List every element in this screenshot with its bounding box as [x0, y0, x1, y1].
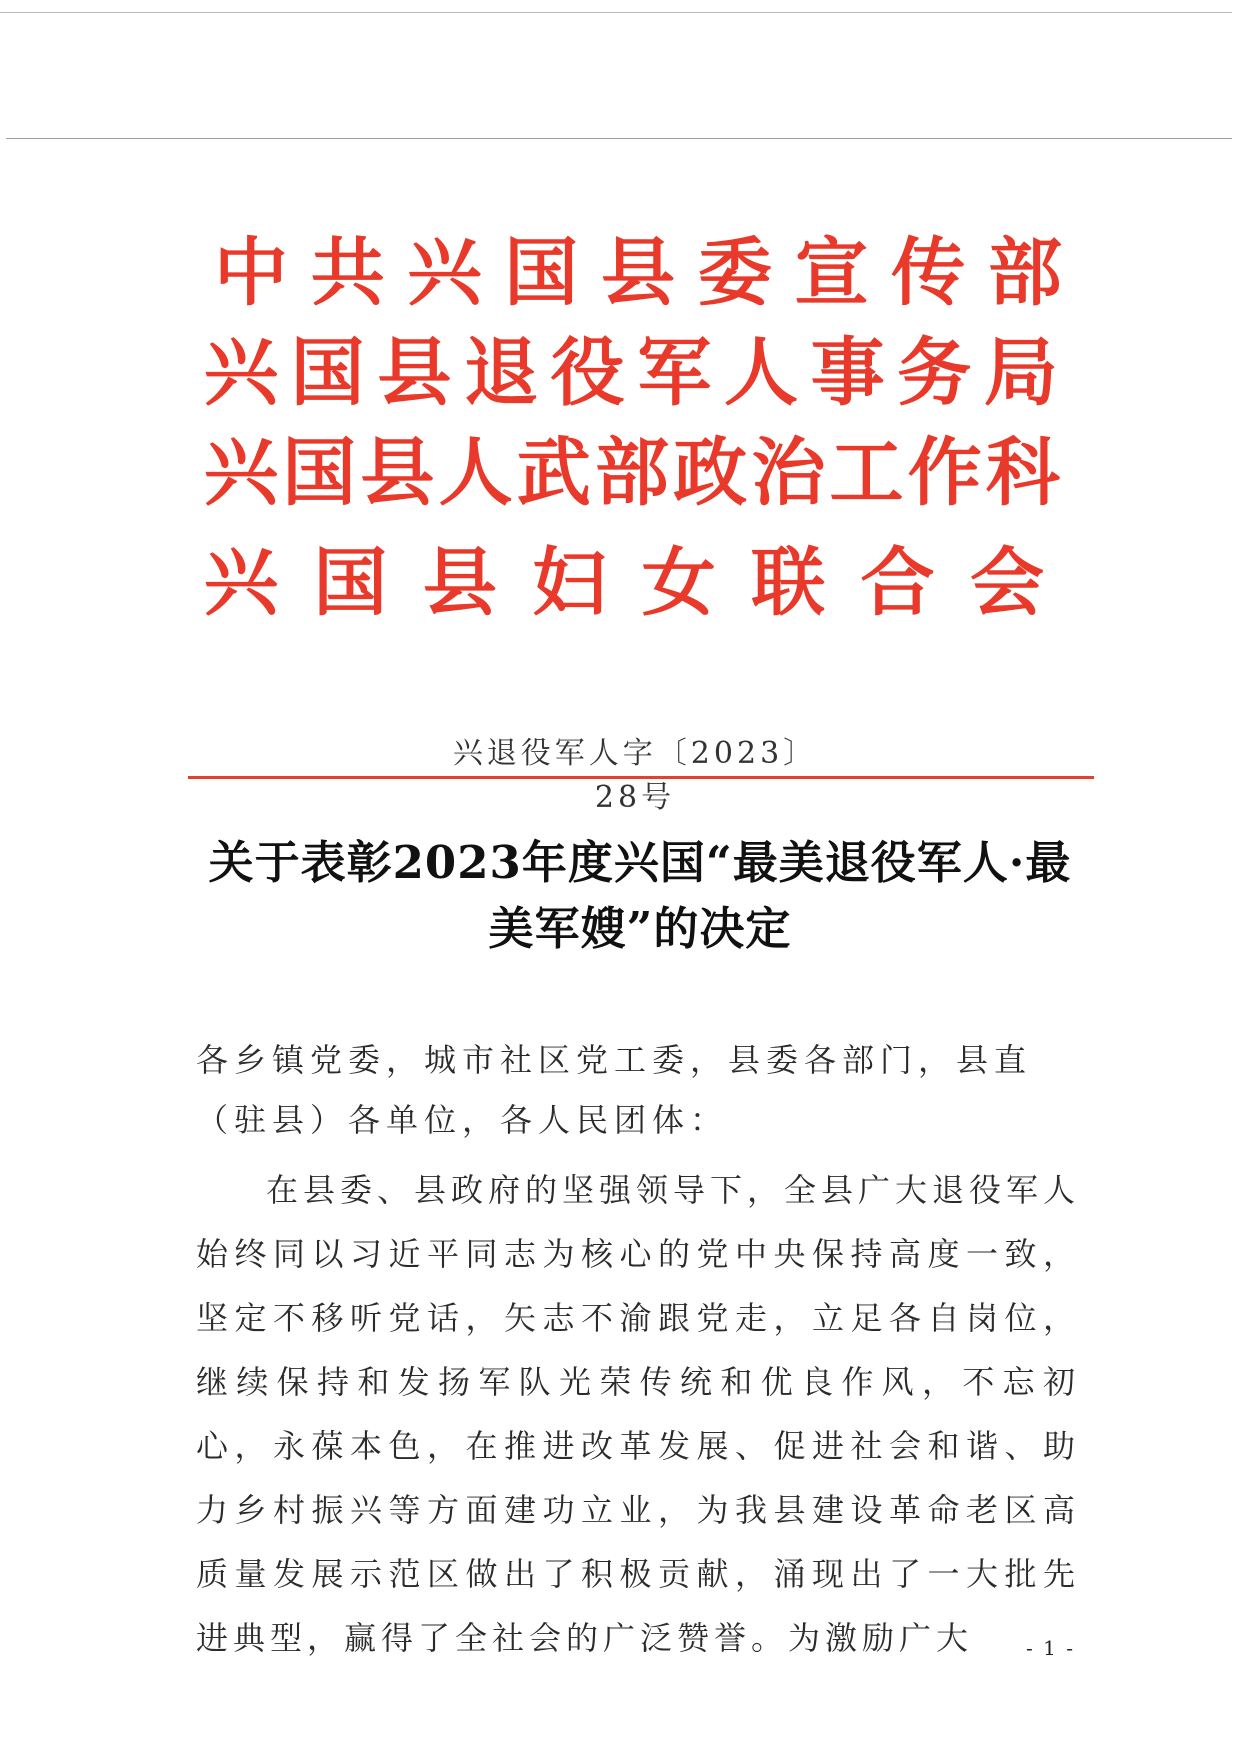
issuer-char: 国 — [313, 540, 388, 626]
issuer-char: 事 — [810, 330, 885, 416]
scan-border-line — [6, 138, 1232, 139]
issuer-char: 国 — [290, 330, 365, 416]
issuer-line-3 — [204, 430, 1060, 516]
issuer-char: 县 — [377, 330, 452, 416]
issuer-char: 兴 — [204, 540, 278, 626]
issuer-char: 局 — [983, 330, 1058, 416]
issuer-char: 合 — [860, 540, 935, 626]
issuer-line-2 — [204, 330, 1058, 416]
addressee-text: 各乡镇党委，城市社区党工委，县委各部门，县直（驻县）各单位，各人民团体： — [196, 1041, 1033, 1139]
issuer-char: 兴 — [204, 330, 278, 416]
document-number: 兴退役军人字〔2023〕28号 — [452, 736, 818, 815]
issuer-char: 县 — [601, 230, 675, 316]
issuer-char: 部 — [988, 230, 1062, 316]
issuer-char: 人 — [723, 330, 798, 416]
issuer-char: 科 — [985, 430, 1060, 516]
scan-border-top — [0, 12, 1232, 13]
issuer-char: 传 — [891, 230, 966, 316]
issuer-char: 县 — [360, 430, 435, 516]
issuer-char: 宣 — [794, 230, 869, 316]
issuer-char: 委 — [697, 230, 772, 316]
issuer-char: 国 — [504, 230, 579, 316]
issuer-char: 部 — [594, 430, 669, 516]
issuer-char: 县 — [422, 540, 497, 626]
issuer-char: 共 — [310, 230, 385, 316]
issuer-char: 政 — [673, 430, 748, 516]
issuer-char: 务 — [897, 330, 972, 416]
issuer-char: 人 — [438, 430, 513, 516]
page-number: - 1 - — [1026, 1636, 1075, 1660]
issuer-char: 会 — [969, 540, 1044, 626]
issuer-char: 退 — [463, 330, 538, 416]
issuer-line-1 — [214, 230, 1062, 316]
issuer-char: 作 — [907, 430, 982, 516]
issuer-char: 国 — [282, 430, 357, 516]
issuer-char: 役 — [550, 330, 625, 416]
issuer-char: 武 — [516, 430, 591, 516]
issuer-char: 兴 — [407, 230, 482, 316]
issuer-char: 女 — [641, 540, 716, 626]
issuer-line-4 — [204, 540, 1044, 626]
body-paragraph: 在县委、县政府的坚强领导下，全县广大退役军人始终同以习近平同志为核心的党中央保持高度一致，坚定不移听党话，矢志不渝跟党走，立足各自岗位，继续保持和发扬军队光荣传统和优良作风，不忘初心，永葆本色，在推进改革发展、促进社会和谐、助力乡村振兴等方面建功立业，为我县建设革命老区高质量发展示范区做出了积极贡献，涌现出了一大批先进典型，赢得了全社会的广泛赞誉。为激励广大 — [196, 1171, 1081, 1657]
issuer-char: 兴 — [204, 430, 278, 516]
issuer-char: 联 — [751, 540, 826, 626]
issuer-char: 治 — [751, 430, 826, 516]
red-separator-rule — [188, 776, 1094, 779]
issuer-char: 中 — [214, 230, 288, 316]
issuer-char: 工 — [829, 430, 904, 516]
issuer-char: 妇 — [532, 540, 607, 626]
issuer-char: 军 — [637, 330, 712, 416]
document-title: 关于表彰2023年度兴国“最美退役军人·最美军嫂”的决定 — [208, 836, 1072, 955]
